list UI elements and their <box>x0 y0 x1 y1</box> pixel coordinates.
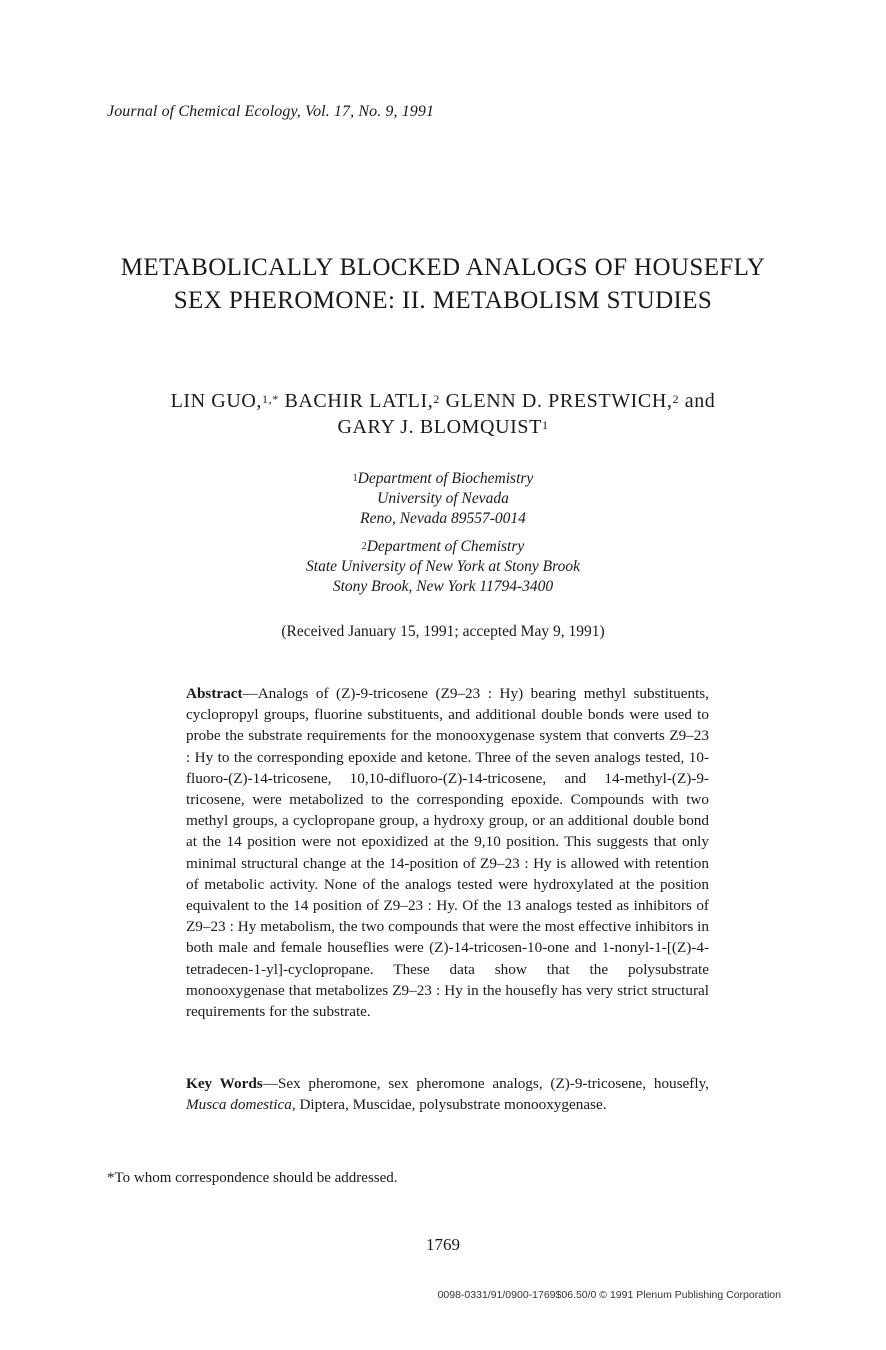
author-name: GLENN D. PRESTWICH, <box>445 390 673 412</box>
author-affil-mark: 1,* <box>262 392 279 406</box>
author-name: LIN GUO, <box>170 390 263 412</box>
copyright-line: 0098-0331/91/0900-1769$06.50/0 © 1991 Plenum Publishing Corporation <box>437 1289 781 1301</box>
affiliation-address: Stony Brook, New York 11794-3400 <box>332 578 554 595</box>
affiliation-address: Reno, Nevada 89557-0014 <box>360 510 526 527</box>
author-name: GARY J. BLOMQUIST <box>337 416 542 438</box>
journal-citation: Journal of Chemical Ecology, Vol. 17, No. 9, 1991 <box>107 103 435 120</box>
title-line-2: SEX PHEROMONE: II. METABOLISM STUDIES <box>173 287 713 314</box>
author-name: BACHIR LATLI, <box>284 390 434 412</box>
keywords-species: Musca domestica <box>186 1096 292 1114</box>
author-affil-mark: 2 <box>433 392 440 406</box>
author-affil-mark: 2 <box>672 392 680 406</box>
keywords-text: —Sex pheromone, sex pheromone analogs, (Z)-9-tricosene, housefly, <box>262 1075 709 1092</box>
affiliation-1 <box>0 469 886 529</box>
affiliation-institution: State University of New York at Stony Brook <box>306 558 580 575</box>
page-number: 1769 <box>426 1235 460 1254</box>
title-line-1: METABOLICALLY BLOCKED ANALOGS OF HOUSEFLY <box>120 254 766 281</box>
keywords-label: Key Words <box>186 1075 263 1092</box>
author-conjunction: and <box>684 390 716 412</box>
abstract-label: Abstract <box>186 685 243 702</box>
author-affil-mark: 1 <box>541 418 549 432</box>
paper-title <box>0 251 886 317</box>
received-dates: (Received January 15, 1991; accepted May 9, 1991) <box>281 623 605 640</box>
author-line-2 <box>0 414 886 440</box>
key-words <box>186 1073 709 1115</box>
affiliation-mark: 2 <box>361 541 367 552</box>
author-line-1 <box>0 388 886 414</box>
affiliation-institution: University of Nevada <box>377 490 509 507</box>
abstract <box>186 683 709 1022</box>
author-list <box>0 388 886 440</box>
affiliation-department: Department of Biochemistry <box>357 470 534 487</box>
affiliation-department: Department of Chemistry <box>366 538 525 555</box>
keywords-text-end: , Diptera, Muscidae, polysubstrate monooxygenase. <box>291 1096 607 1114</box>
abstract-text: —Analogs of (Z)-9-tricosene (Z9–23 : Hy) bearing methyl substituents, cyclopropyl groups, fluorine substituents, and additional double bonds were used to probe the substrate requirements for the monooxygenase system that converts Z9–23 : Hy to the corresponding epoxide and ketone. Three of the seven analogs tested, 10-fluoro-(Z)-14-tricosene, 10,10-difluoro-(Z)-14-tricosene, and 14-methyl-(Z)-9-tricosene, were metabolized to the corresponding epoxide. Compounds with two methyl groups, a cyclopropane group, a hydroxy group, or an additional double bond at the 14 position were not epoxidized at the 9,10 position. This suggests that only minimal structural change at the 14-position of Z9–23 : Hy is allowed with retention of metabolic activity. None of the analogs tested were hydroxylated at the position equivalent to the 14 position of Z9–23 : Hy. Of the 13 analogs tested as inhibitors of Z9–23 : Hy metabolism, the two compounds that were the most effective inhibitors in both male and female houseflies were (Z)-14-tricosen-10-one and 1-nonyl-1-[(Z)-4-tetradecen-1-yl]-cyclopropane. These data show that the polysubstrate monooxygenase that metabolizes Z9–23 : Hy in the housefly has very strict structural requirements for the substrate. <box>186 685 709 1021</box>
correspondence-footnote: *To whom correspondence should be addressed. <box>107 1170 398 1186</box>
affiliation-mark: 1 <box>352 473 358 484</box>
affiliation-2 <box>0 537 886 597</box>
